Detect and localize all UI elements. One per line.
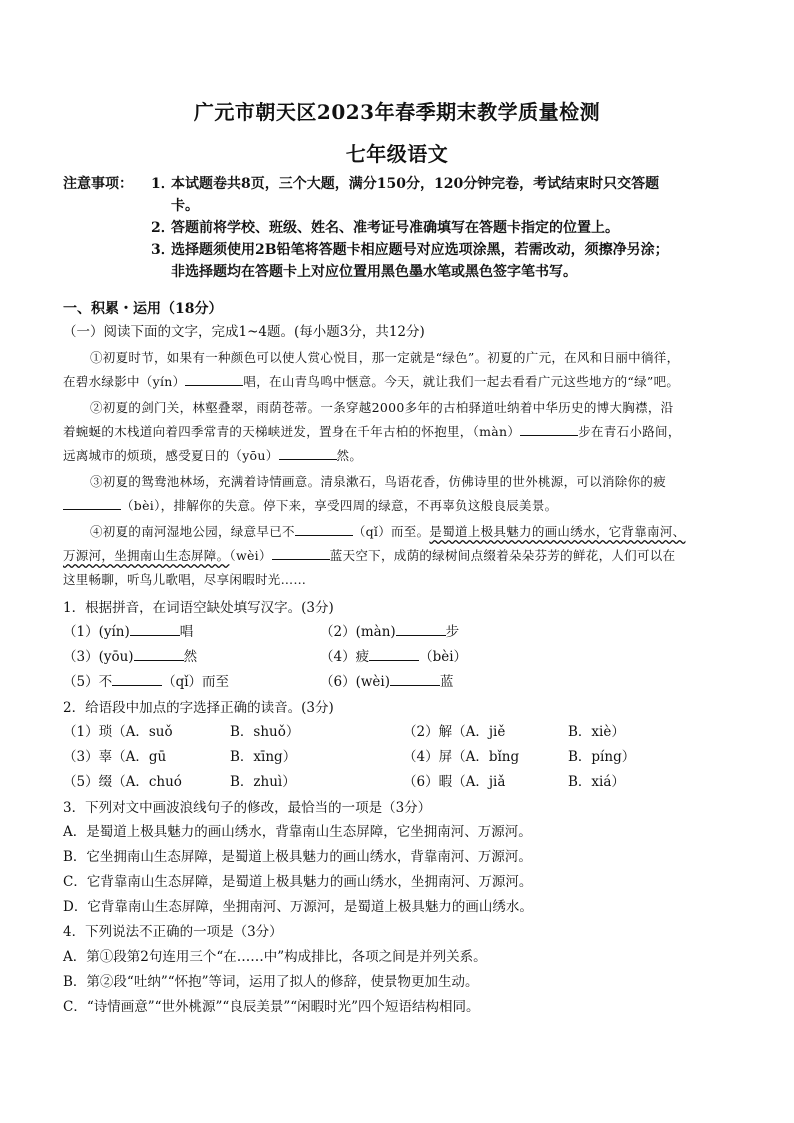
answer-blank [390,673,440,686]
passage-line: 远离城市的烦琐，感受夏日的（yōu） 然。 [63,448,363,463]
wavy-sentence: 万源河，坐拥南山生态屏障。 [63,548,230,563]
answer-blank [520,423,578,436]
passage-line: ②初夏的剑门关，林壑叠翠，雨荫苍蒂。一条穿越2000多年的古柏驿道吐纳着中华历史的博大胸襟，沿 [90,400,674,415]
answer-blank [272,547,330,560]
answer-blank [130,623,180,636]
note-text: 答题前将学校、班级、姓名、准考证号准确填写在答题卡指定的位置上。 [171,220,619,236]
question-4-option-c: C．“诗情画意”“世外桃源”“良辰美景”“闲暇时光”四个短语结构相同。 [63,999,480,1015]
question-1-stem: 1．根据拼音，在词语空缺处填写汉字。(3分) [63,600,334,616]
question-3-stem: 3．下列对文中画波浪线句子的修改，最恰当的一项是（3分） [63,800,432,816]
passage-line: 着蜿蜒的木栈道向着四季常青的天梯峡迸发，置身在千年古柏的怀抱里，（màn） 步在青石小路间， [63,424,681,439]
note-continuation: 非选择题均在答题卡上对应位置用黑色墨水笔或黑色签字笔书写。 [171,264,577,280]
passage-line: （bèi），排解你的失意。停下来，享受四周的绿意，不再辜负这般良辰美景。 [63,494,743,518]
question-3-option-a: A．是蜀道上极具魅力的画山绣水，背靠南山生态屏障，它坐拥南河、万源河。 [63,824,532,840]
note-text: 本试题卷共8页，三个大题，满分150分，120分钟完卷，考试结束时只交答题 [171,176,660,192]
passage-line: ①初夏时节，如果有一种颜色可以使人赏心悦目，那一定就是“绿色”。初夏的广元，在风和日丽中徜徉， [90,350,680,365]
answer-blank [396,623,446,636]
passage-line: ④初夏的南河湿地公园，绿意早已不 （qǐ）而至。是蜀道上极具魅力的画山绣水，它背靠南河、 [90,524,686,539]
reading-intro: （一）阅读下面的文字，完成1~4题。(每小题3分，共12分) [63,324,425,340]
passage-line: 在碧水绿影中（yín） 唱，在山青鸟鸣中惬意。今天，就让我们一起去看看广元这些地方的“绿”吧。 [63,374,680,389]
wavy-sentence: 是蜀道上极具魅力的画山绣水，它背靠南河、 [429,524,686,539]
exam-title: 广元市朝天区2023年春季期末教学质量检测 [193,100,601,124]
question-2-stem: 2．给语段中加点的字选择正确的读音。(3分) [63,700,334,716]
answer-blank [369,648,419,661]
exam-page: 广元市朝天区2023年春季期末教学质量检测 七年级语文 注意事项： 1． 本试题卷共8页，三个大题，满分150分，120分钟完卷，考试结束时只交答题 卡。 2． 答题前将学校、班级、姓名、准考证号准确填写在答题卡指定的位置上。 3． 选择题须使用2B铅笔将答题卡相应题号对应选项涂黑，若需改动，须擦净另涂； 非选择题均在答题卡上对应位置用黑色墨水笔或黑色签字笔书写。 一、积累・运用（18分） （一）阅读下面的文字，完成1~4题。(每小题3分，共12分) ①初夏时节，如果有一种颜色可以使人赏心悦目，那一定就是“绿色”。初夏的广元，在风和日丽中徜徉， 在碧水绿影中（yín） 唱，在山青鸟鸣中惬意。今天，就让我们一起去看看广元这些地方的“绿”吧。 ②初夏的剑门关，林壑叠翠，雨荫苍蒂。一条穿越2000多年的古柏驿道吐纳着中华历史的博大胸襟，沿 着蜿蜒的木栈道向着四季常青的天梯峡迸发，置身在千年古柏的怀抱里，（màn） 步在青石小路间， 远离城市的烦琐，感受夏日的（yōu） 然。 ③初夏的鸳鸯池林场，充满着诗情画意。清泉漱石，鸟语花香，仿佛诗里的世外桃源，可以消除你的疲 （bèi），排解你的失意。停下来，享受四周的绿意，不再辜负这般良辰美景。 ④初夏的南河湿地公园，绿意早已不 （qǐ）而至。是蜀道上极具魅力的画山绣水，它背靠南河、 万源河，坐拥南山生态屏障。（wèi） 蓝天空下，成荫的绿树间点缀着朵朵芬芳的鲜花，人们可以在 这里畅聊，听鸟儿歌唱，尽享闲暇时光…… 1．根据拼音，在词语空缺处填写汉字。(3分) （1）(yín) 唱 （2）(màn) 步 （3）(yōu) 然 （4）疲 （bèi） （5）不 （qǐ）而至 （6）(wèi) 蓝 2．给语段中加点的字选择正确的读音。(3分) （1）琐（A．suǒ B．shuǒ） （2）解（A．jiě B．xiè） （3）辜（A．gū B．xīng） （4）屏（A．bǐng B．píng） （5）缀（A．chuó B．zhuì） （6）暇（A．jiǎ B．xiá） 3．下列对文中画波浪线句子的修改，最恰当的一项是（3分） A．是蜀道上极具魅力的画山绣水，背靠南山生态屏障，它坐拥南河、万源河。 B．它坐拥南山生态屏障，是蜀道上极具魅力的画山绣水，背靠南河、万源河。 C．它背靠南山生态屏障，是蜀道上极具魅力的画山绣水，坐拥南河、万源河。 D．它背靠南山生态屏障，坐拥南河、万源河，是蜀道上极具魅力的画山绣水。 4．下列说法不正确的一项是（3分） A．第①段第2句连用三个“在……中”构成排比，各项之间是并列关系。 B．第②段“吐纳”“怀抱”等词，运用了拟人的修辞，使景物更加生动。 C．“诗情画意”“世外桃源”“良辰美景”“闲暇时光”四个短语结构相同。 [0,0,794,1123]
note-number: 3． [151,242,175,258]
question-4-option-a: A．第①段第2句连用三个“在……中”构成排比，各项之间是并列关系。 [63,949,487,965]
section-heading: 一、积累・运用（18分） [63,301,223,317]
note-text: 选择题须使用2B铅笔将答题卡相应题号对应选项涂黑，若需改动，须擦净另涂； [171,242,669,258]
question-3-option-b: B．它坐拥南山生态屏障，是蜀道上极具魅力的画山绣水，背靠南河、万源河。 [63,849,532,865]
question-4-option-b: B．第②段“吐纳”“怀抱”等词，运用了拟人的修辞，使景物更加生动。 [63,974,479,990]
exam-subtitle: 七年级语文 [345,142,449,166]
passage-line: ③初夏的鸳鸯池林场，充满着诗情画意。清泉漱石，鸟语花香，仿佛诗里的世外桃源，可以消除你的疲 [90,474,667,489]
question-4-stem: 4．下列说法不正确的一项是（3分） [63,924,283,940]
answer-blank [63,497,121,510]
question-3-option-c: C．它背靠南山生态屏障，是蜀道上极具魅力的画山绣水，坐拥南河、万源河。 [63,874,533,890]
passage-line: 这里畅聊，听鸟儿歌唱，尽享闲暇时光…… [63,572,307,587]
answer-blank [112,673,162,686]
answer-blank [185,373,243,386]
notes-label: 注意事项： [63,176,133,192]
note-continuation: 卡。 [171,198,199,214]
passage-line: 万源河，坐拥南山生态屏障。（wèi） 蓝天空下，成荫的绿树间点缀着朵朵芬芳的鲜花，人们可以在 [63,548,676,563]
answer-blank [295,523,353,536]
note-number: 2． [151,220,175,236]
answer-blank [134,648,184,661]
answer-blank [279,447,337,460]
question-3-option-d: D．它背靠南山生态屏障，坐拥南河、万源河，是蜀道上极具魅力的画山绣水。 [63,899,533,915]
note-number: 1． [151,176,175,192]
notes-block [63,173,743,283]
